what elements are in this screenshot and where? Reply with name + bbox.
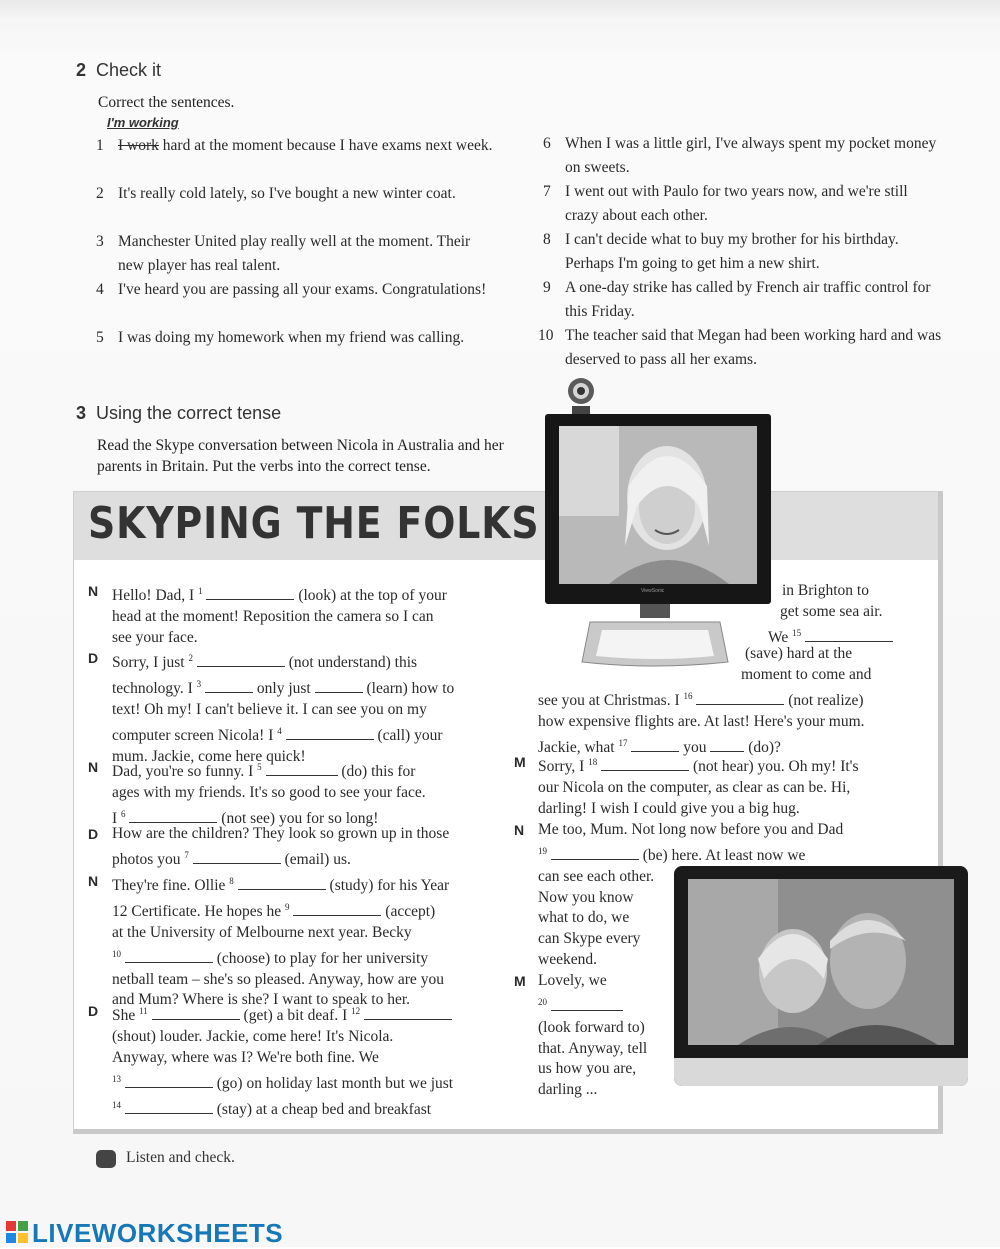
answer-blank-13[interactable] bbox=[125, 1073, 213, 1088]
list-item: 2 It's really cold lately, so I've bought a new winter coat. bbox=[96, 185, 456, 202]
speaker-label: N bbox=[88, 759, 99, 775]
speaker-label: M bbox=[514, 973, 526, 989]
exercise-title: Check it bbox=[96, 60, 162, 80]
dialogue-line: N They're fine. Ollie $^8$ (study) for his Year 12 Certificate. He hopes he $^9$ (accept) at the University of Melbourne next year. Becky $^{10}$ (choose) to play for her university netball team – she's so pleased. Anyway, how are you and Mum? Where is she? I want to speak to her. bbox=[88, 873, 450, 1009]
answer-blank-20[interactable] bbox=[551, 996, 623, 1011]
list-item: 4 I've heard you are passing all your exams. Congratulations! bbox=[96, 281, 487, 298]
exercise-2-instruction: Correct the sentences. bbox=[98, 94, 235, 111]
couple-photo bbox=[688, 879, 954, 1045]
answer-blank-4[interactable] bbox=[286, 725, 374, 740]
answer-blank-8[interactable] bbox=[238, 875, 326, 890]
dialogue-line: N Me too, Mum. Not long now before you and Dad $^{19}$ (be) here. At least now we can see each other. Now you know what to do, we can Skype every weekend. bbox=[514, 821, 844, 968]
answer-blank-18[interactable] bbox=[601, 756, 689, 771]
exercise-number: 3 bbox=[76, 403, 87, 423]
monitor-screen bbox=[559, 426, 757, 584]
dialogue-line: D How are the children? They look so grown up in those photos you $^7$ (email) us. bbox=[88, 825, 450, 868]
answer-blank-7[interactable] bbox=[193, 849, 281, 864]
answer-blank-9[interactable] bbox=[293, 901, 381, 916]
woman-photo bbox=[559, 426, 757, 584]
dialogue-line: D She $^{11}$ (get) a bit deaf. I $^{12}$ (shout) louder. Jackie, come here! It's Nicola. Anyway, where was I? We're both fine. We $^{13}$ (go) on holiday last month but we just $^{14}$ (stay) at a cheap bed and breakfast bbox=[88, 1003, 454, 1118]
dialogue-line: M Lovely, we $^{20}$ (look forward to) that. Anyway, tell us how you are, darling ... bbox=[514, 972, 648, 1099]
example-correction: I'm working bbox=[107, 115, 179, 130]
dialogue-line: M Sorry, I $^{18}$ (not hear) you. Oh my! It's our Nicola on the computer, as clear as can be. Hi, darling! I wish I could give you a big hug. bbox=[514, 754, 859, 817]
exercise-3-heading bbox=[76, 403, 281, 424]
list-item: 3 Manchester United play really well at the moment. Their new player has real talent. bbox=[96, 233, 471, 274]
list-item: 10 The teacher said that Megan had been working hard and was deserved to pass all her exams. bbox=[538, 327, 942, 368]
answer-blank-2[interactable] bbox=[197, 652, 285, 667]
listen-and-check: Listen and check. bbox=[96, 1149, 235, 1167]
answer-blank-1[interactable] bbox=[206, 585, 294, 600]
dialogue-line: get some sea air. bbox=[780, 603, 883, 620]
speaker-label: N bbox=[514, 822, 525, 838]
computer-photo bbox=[674, 866, 968, 1086]
list-item: 5 I was doing my homework when my friend was calling. bbox=[96, 329, 465, 346]
answer-blank-12[interactable] bbox=[364, 1005, 452, 1020]
answer-blank-3b[interactable] bbox=[315, 678, 363, 693]
dialogue-line: N Hello! Dad, I $^1$ (look) at the top of your head at the moment! Reposition the camera so I can see your face. bbox=[88, 583, 447, 646]
liveworksheets-logo: LIVEWORKSHEETS bbox=[32, 1218, 284, 1248]
dialogue-line: moment to come and bbox=[741, 666, 872, 683]
headphones-icon bbox=[96, 1150, 116, 1168]
dialogue-line: We $^{15}$ bbox=[768, 623, 893, 649]
webcam-icon bbox=[566, 376, 596, 416]
answer-blank-17a[interactable] bbox=[631, 737, 679, 752]
dialogue-line: D Sorry, I just $^2$ (not understand) this technology. I $^3$ only just (learn) how to text! Oh my! I can't believe it. I can see you on my computer screen Nicola! I $^4$ (call) your mum. Jackie, come here quick! bbox=[88, 650, 455, 765]
exercise-title: Using the correct tense bbox=[96, 403, 282, 423]
answer-blank-10[interactable] bbox=[125, 948, 213, 963]
answer-blank-15[interactable] bbox=[805, 627, 893, 642]
dialogue-line: N Dad, you're so funny. I $^5$ (do) this for ages with my friends. It's so good to see your face. I $^6$ (not see) you for so long! bbox=[88, 759, 426, 827]
speaker-label: M bbox=[514, 754, 526, 770]
box-title: SKYPING THE FOLKS bbox=[88, 498, 540, 549]
answer-blank-17b[interactable] bbox=[710, 737, 744, 752]
dialogue-line: in Brighton to bbox=[782, 582, 869, 599]
exercise-number: 2 bbox=[76, 60, 87, 80]
answer-blank-11[interactable] bbox=[152, 1005, 240, 1020]
speaker-label: D bbox=[88, 1003, 99, 1019]
list-item: 6 When I was a little girl, I've always spent my pocket money on sweets. bbox=[543, 135, 937, 176]
answer-blank-6[interactable] bbox=[129, 808, 217, 823]
answer-blank-5[interactable] bbox=[266, 761, 338, 776]
monitor-brand: ViewSonic bbox=[641, 588, 665, 594]
speaker-label: D bbox=[88, 826, 99, 842]
list-item: 7 I went out with Paulo for two years now, and we're still crazy about each other. bbox=[543, 183, 908, 224]
speaker-label: N bbox=[88, 873, 99, 889]
monitor-stand bbox=[580, 604, 730, 668]
speaker-label: N bbox=[88, 583, 99, 599]
answer-blank-19[interactable] bbox=[551, 845, 639, 860]
list-item: 9 A one-day strike has called by French air traffic control for this Friday. bbox=[543, 279, 931, 320]
list-item: 1 I work hard at the moment because I have exams next week. bbox=[96, 137, 493, 154]
struck-text: I work bbox=[118, 137, 159, 154]
answer-blank-14[interactable] bbox=[125, 1099, 213, 1114]
exercise-3-intro: Read the Skype conversation between Nicola in Australia and her parents in Britain. Put the verbs into the correct tense. bbox=[97, 437, 504, 475]
monitor-photo bbox=[545, 414, 771, 604]
computer-screen bbox=[688, 879, 954, 1045]
dialogue-line: see you at Christmas. I $^{16}$ (not realize) how expensive flights are. At last! Here's your mum. Jackie, what $^{17}$ you (do)? bbox=[538, 691, 865, 756]
answer-blank-3a[interactable] bbox=[205, 678, 253, 693]
speaker-label: D bbox=[88, 650, 99, 666]
dialogue-line: (save) hard at the bbox=[745, 645, 853, 662]
exercise-2-heading bbox=[76, 60, 161, 81]
computer-chin bbox=[674, 1058, 968, 1086]
list-item: 8 I can't decide what to buy my brother for his birthday. Perhaps I'm going to get him a new shirt. bbox=[543, 231, 899, 272]
answer-blank-16[interactable] bbox=[696, 690, 784, 705]
liveworksheets-logo-icon bbox=[6, 1221, 30, 1243]
